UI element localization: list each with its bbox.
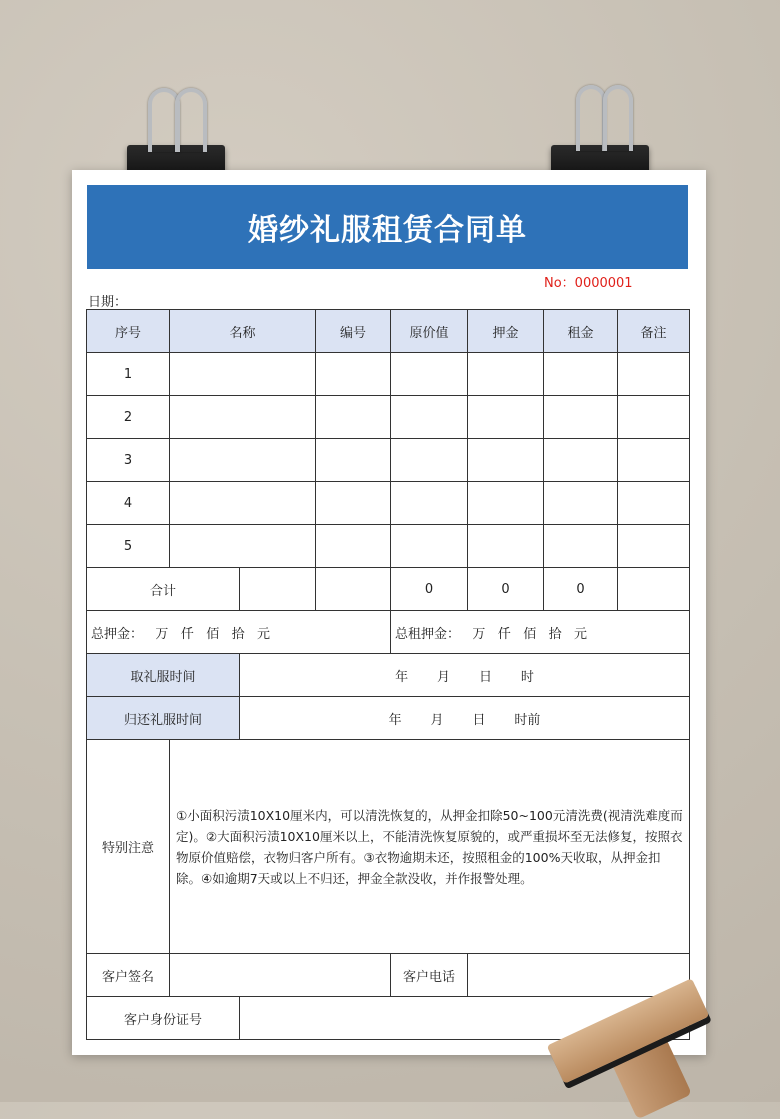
cell-deposit[interactable] <box>468 396 544 439</box>
return-time-value[interactable]: 年 月 日 时前 <box>240 697 690 740</box>
cell-rent[interactable] <box>544 482 618 525</box>
binder-clip-wire-right <box>576 85 606 151</box>
return-time-row <box>87 697 690 740</box>
cell-deposit[interactable] <box>468 482 544 525</box>
cell-original-value[interactable] <box>391 482 468 525</box>
cell-remarks[interactable] <box>618 353 690 396</box>
cell-code[interactable] <box>316 353 391 396</box>
cell-name[interactable] <box>170 396 316 439</box>
total-rent-deposit-amount: 总租押金： 万 仟 佰 拾 元 <box>391 611 690 654</box>
header-code: 编号 <box>316 310 391 353</box>
cell-deposit[interactable] <box>468 439 544 482</box>
cell-name[interactable] <box>170 482 316 525</box>
row-index: 5 <box>87 525 170 568</box>
cell-rent[interactable] <box>544 439 618 482</box>
rental-form-table <box>86 309 690 1040</box>
total-remarks-cell[interactable] <box>618 568 690 611</box>
total-deposit: 0 <box>468 568 544 611</box>
header-index: 序号 <box>87 310 170 353</box>
cell-code[interactable] <box>316 396 391 439</box>
row-index: 3 <box>87 439 170 482</box>
contract-paper <box>72 170 706 1055</box>
pickup-time-label: 取礼服时间 <box>87 654 240 697</box>
row-index: 1 <box>87 353 170 396</box>
total-deposit-amount: 总押金： 万 仟 佰 拾 元 <box>87 611 391 654</box>
cell-deposit[interactable] <box>468 353 544 396</box>
date-label: 日期： <box>88 295 128 310</box>
cell-deposit[interactable] <box>468 525 544 568</box>
cell-original-value[interactable] <box>391 439 468 482</box>
cell-remarks[interactable] <box>618 525 690 568</box>
header-deposit: 押金 <box>468 310 544 353</box>
header-remarks: 备注 <box>618 310 690 353</box>
cell-remarks[interactable] <box>618 439 690 482</box>
cell-rent[interactable] <box>544 353 618 396</box>
total-code-cell[interactable] <box>316 568 391 611</box>
cell-original-value[interactable] <box>391 396 468 439</box>
table-row <box>87 396 690 439</box>
table-row <box>87 353 690 396</box>
cell-code[interactable] <box>316 439 391 482</box>
binder-clip-wire-left-2 <box>175 88 207 152</box>
cell-name[interactable] <box>170 353 316 396</box>
page-title: 婚纱礼服租赁合同单 <box>248 213 527 248</box>
table-row <box>87 525 690 568</box>
customer-row <box>87 954 690 997</box>
notice-label: 特别注意 <box>87 740 170 954</box>
cell-rent[interactable] <box>544 396 618 439</box>
cell-original-value[interactable] <box>391 525 468 568</box>
cell-original-value[interactable] <box>391 353 468 396</box>
cell-name[interactable] <box>170 525 316 568</box>
header-original-value: 原价值 <box>391 310 468 353</box>
return-time-label: 归还礼服时间 <box>87 697 240 740</box>
cell-remarks[interactable] <box>618 482 690 525</box>
table-row <box>87 482 690 525</box>
table-row <box>87 439 690 482</box>
contract-number: No：0000001 <box>544 276 633 291</box>
customer-phone-label: 客户电话 <box>391 954 468 997</box>
total-empty-cell[interactable] <box>240 568 316 611</box>
table-header-row <box>87 310 690 353</box>
row-index: 4 <box>87 482 170 525</box>
row-index: 2 <box>87 396 170 439</box>
pickup-time-value[interactable]: 年 月 日 时 <box>240 654 690 697</box>
header-rent: 租金 <box>544 310 618 353</box>
customer-id-label: 客户身份证号 <box>87 997 240 1040</box>
cell-name[interactable] <box>170 439 316 482</box>
customer-sign-field[interactable] <box>170 954 391 997</box>
notice-text: ①小面积污渍10X10厘米内，可以清洗恢复的，从押金扣除50~100元清洗费(视清洗难度而定)。②大面积污渍10X10厘米以上，不能清洗恢复原貌的，或严重损坏至无法修复，按照衣物原价值赔偿，衣物归客户所有。③衣物逾期未还，按照租金的100%天收取，从押金扣除。④如逾期7天或以上不归还，押金全款没收，并作报警处理。 <box>170 740 690 954</box>
header-name: 名称 <box>170 310 316 353</box>
cell-code[interactable] <box>316 525 391 568</box>
title-banner <box>87 185 688 269</box>
total-original-value: 0 <box>391 568 468 611</box>
binder-clip-wire-right-2 <box>603 85 633 151</box>
cell-remarks[interactable] <box>618 396 690 439</box>
cell-code[interactable] <box>316 482 391 525</box>
cell-rent[interactable] <box>544 525 618 568</box>
total-row <box>87 568 690 611</box>
notice-row <box>87 740 690 954</box>
deposit-sum-row <box>87 611 690 654</box>
total-label: 合计 <box>87 568 240 611</box>
customer-sign-label: 客户签名 <box>87 954 170 997</box>
customer-phone-field[interactable] <box>468 954 690 997</box>
pickup-time-row <box>87 654 690 697</box>
total-rent: 0 <box>544 568 618 611</box>
